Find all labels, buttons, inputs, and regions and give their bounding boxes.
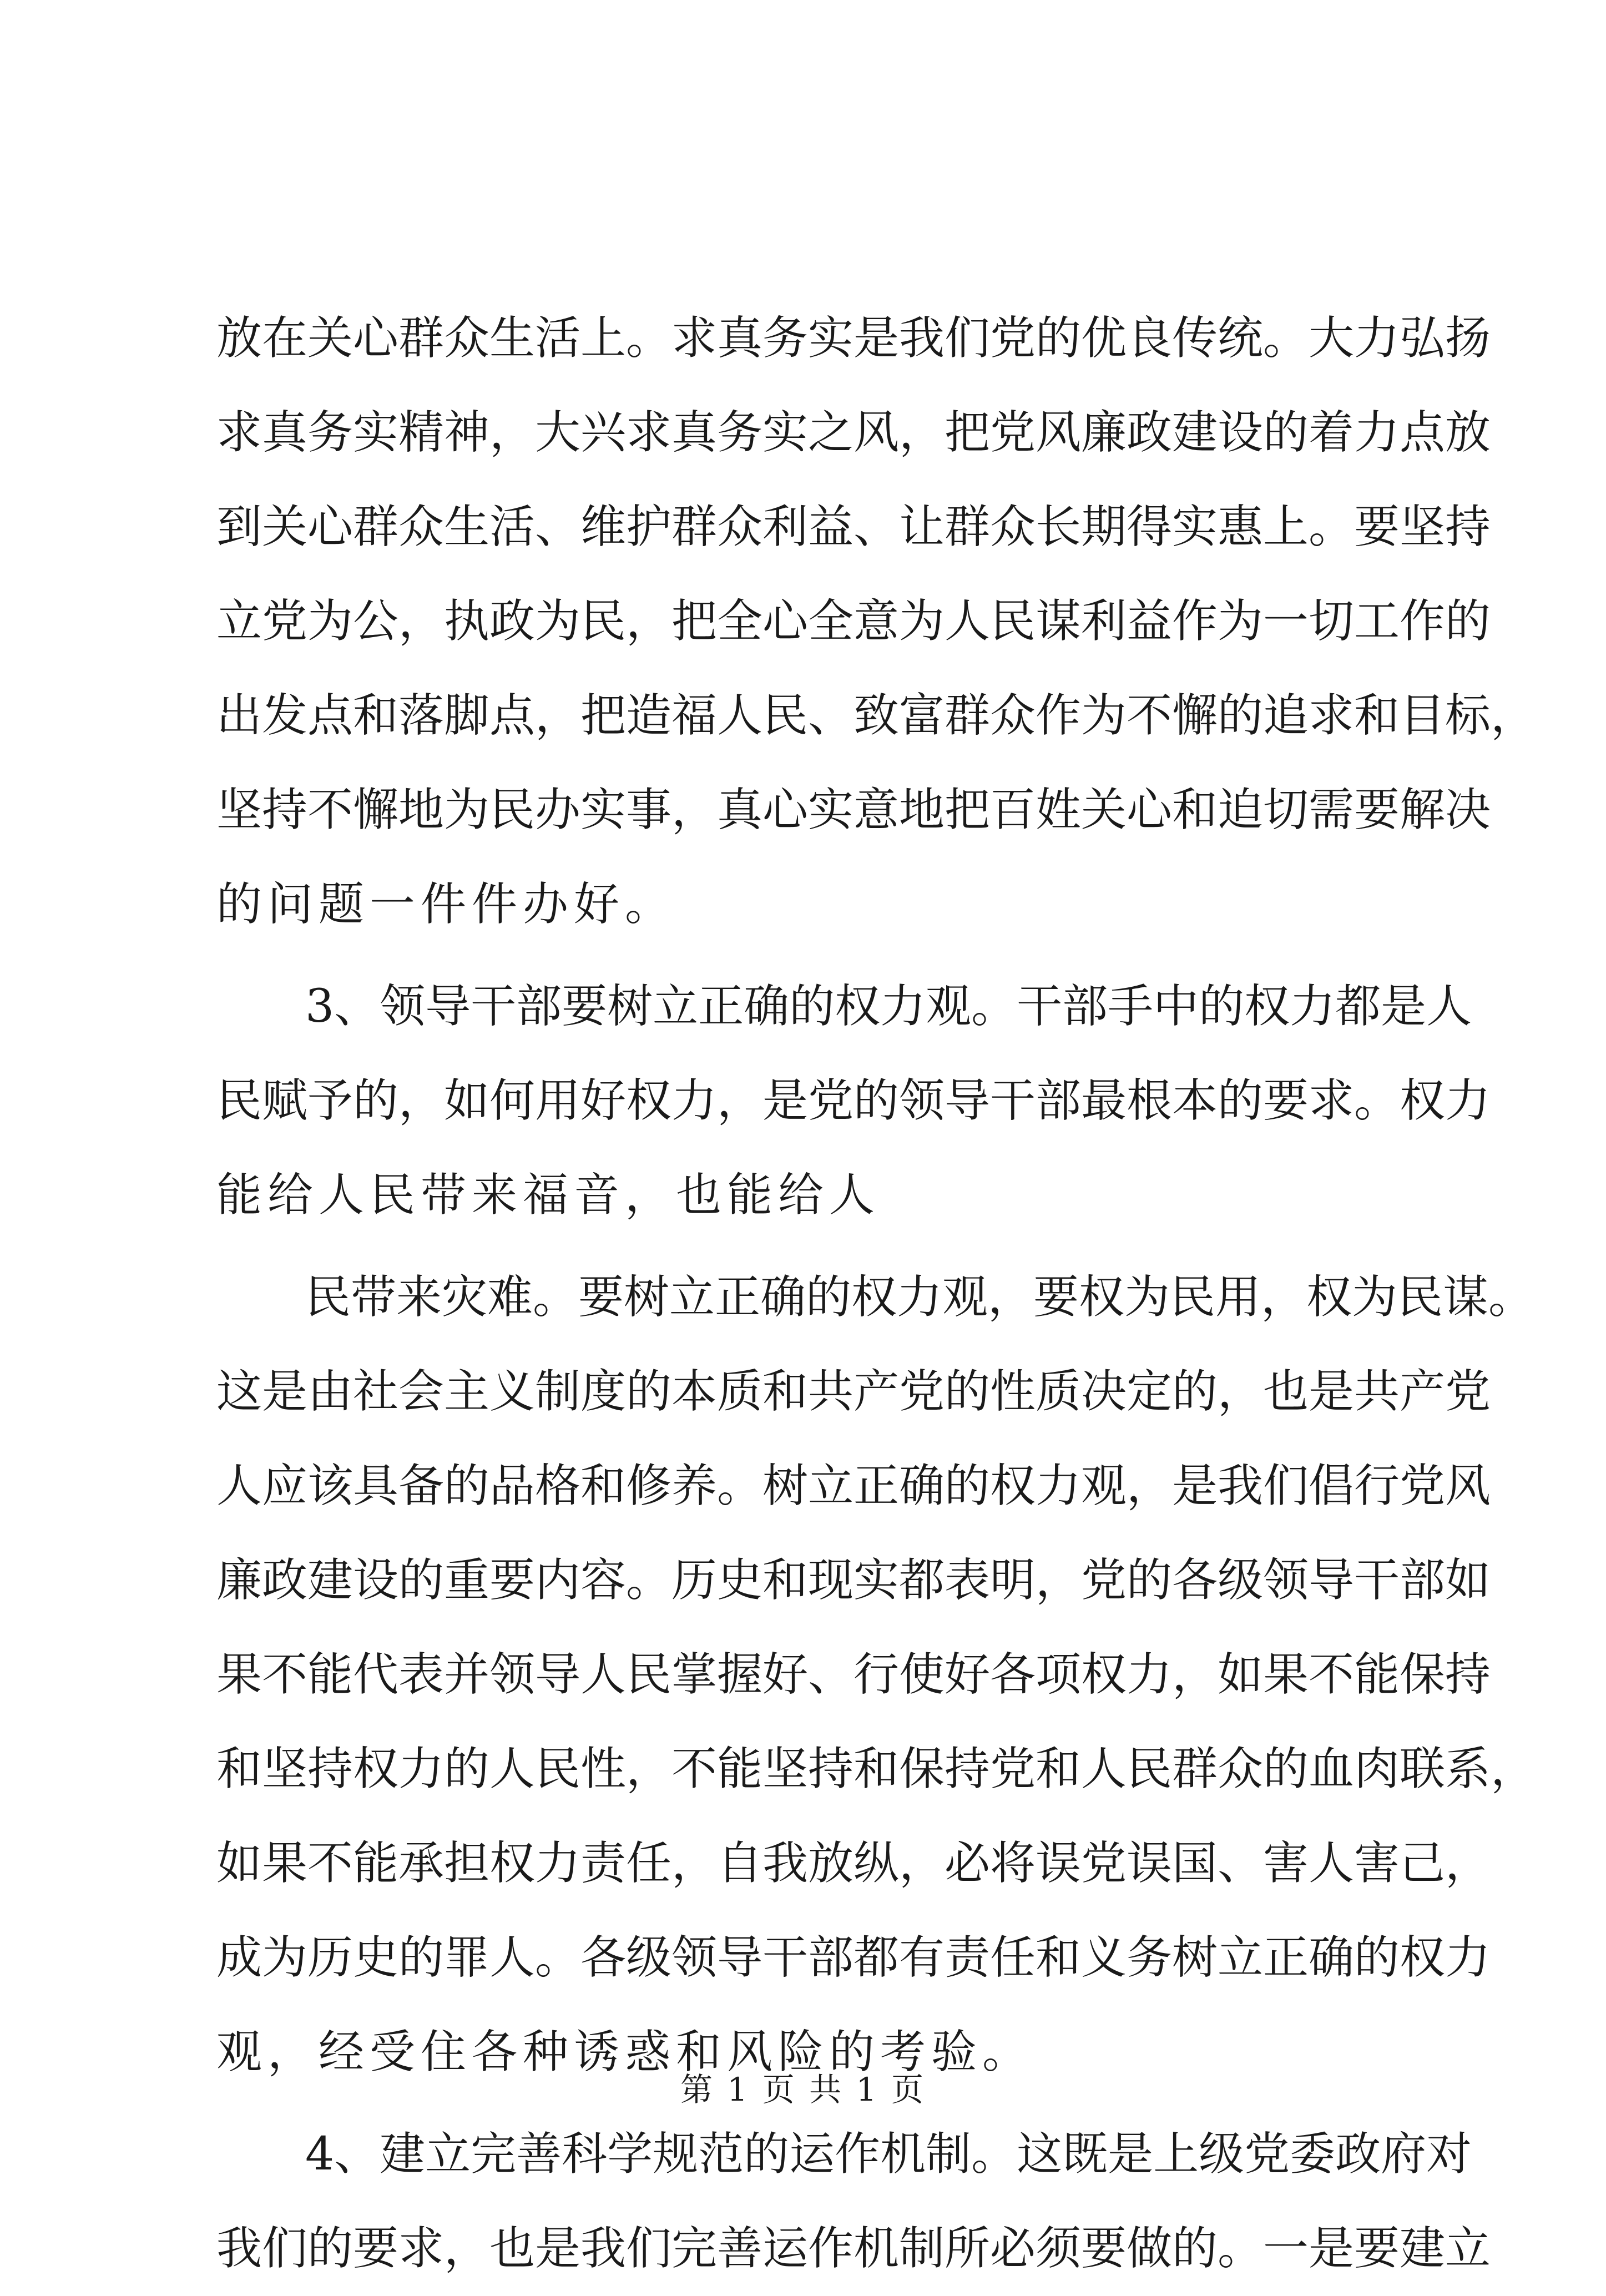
text-line: 立党为公，执政为民，把全心全意为人民谋利益作为一切工作的 (216, 595, 1491, 648)
text-line: 和坚持权力的人民性，不能坚持和保持党和人民群众的血肉联系， (216, 1743, 1537, 1795)
text-line: 坚持不懈地为民办实事，真心实意地把百姓关心和迫切需要解决 (216, 784, 1491, 836)
text-line: 如果不能承担权力责任，自我放纵，必将误党误国、害人害己， (216, 1837, 1491, 1890)
page-footer: 第 1 页 共 1 页 (680, 2071, 926, 2108)
text-line: 到关心群众生活、维护群众利益、让群众长期得实惠上。要坚持 (216, 501, 1491, 553)
text-line: 能给人民带来福音，也能给人 (216, 1169, 881, 1222)
text-line: 廉政建设的重要内容。历史和现实都表明，党的各级领导干部如 (216, 1554, 1491, 1607)
text-line: 放在关心群众生活上。求真务实是我们党的优良传统。大力弘扬 (216, 312, 1491, 365)
text-line: 3、领导干部要树立正确的权力观。干部手中的权力都是人 (305, 980, 1472, 1033)
text-line: 民赋予的，如何用好权力，是党的领导干部最根本的要求。权力 (216, 1074, 1491, 1127)
text-line: 这是由社会主义制度的本质和共产党的性质决定的，也是共产党 (216, 1365, 1491, 1418)
text-line: 成为历史的罪人。各级领导干部都有责任和义务树立正确的权力 (216, 1931, 1491, 1984)
text-line: 民带来灾难。要树立正确的权力观，要权为民用，权为民谋。 (305, 1271, 1534, 1324)
text-line: 果不能代表并领导人民掌握好、行使好各项权力，如果不能保持 (216, 1648, 1491, 1701)
text-line: 我们的要求，也是我们完善运作机制所必须要做的。一是要建立 (216, 2222, 1491, 2275)
text-line: 人应该具备的品格和修养。树立正确的权力观，是我们倡行党风 (216, 1460, 1491, 1512)
text-line: 求真务实精神，大兴求真务实之风，把党风廉政建设的着力点放 (216, 406, 1491, 459)
text-line: 出发点和落脚点，把造福人民、致富群众作为不懈的追求和目标， (216, 689, 1537, 742)
text-line: 4、建立完善科学规范的运作机制。这既是上级党委政府对 (305, 2128, 1472, 2181)
text-line: 观，经受住各种诱惑和风险的考验。 (216, 2026, 1034, 2078)
text-line: 的问题一件件办好。 (216, 878, 676, 931)
